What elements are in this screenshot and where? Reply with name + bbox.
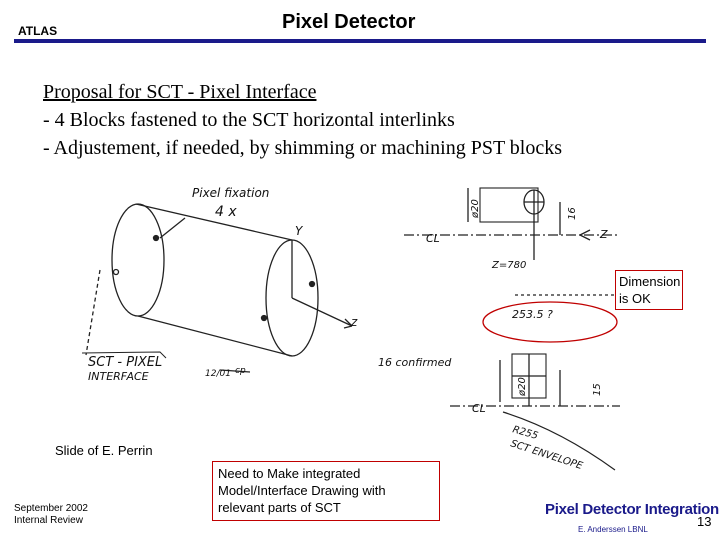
z780-label: Z=780 [492, 260, 527, 271]
title-rule [14, 39, 706, 43]
drawing-note-callout: Need to Make integrated Model/Interface Drawing with relevant parts of SCT [212, 461, 440, 521]
footer-author: E. Anderssen LBNL [578, 525, 648, 534]
r255-label: R255 [511, 424, 540, 443]
proposal-heading: Proposal for SCT - Pixel Interface [43, 81, 317, 103]
confirmed-label: 16 confirmed [378, 356, 452, 369]
footer-date-text: September 2002 [14, 503, 88, 514]
sct-pixel-label: SCT - PIXEL [88, 355, 163, 370]
dim15-label: 15 [592, 383, 603, 396]
sct-envelope-label: SCT ENVELOPE [509, 438, 584, 473]
z-axis-label: z [351, 315, 358, 329]
page-number: 13 [697, 514, 712, 529]
cl-top-label: CL [426, 232, 440, 245]
r253-label: 253.5 ? [512, 308, 553, 321]
initials-mark: cp [235, 366, 246, 376]
cylinder-left-end [112, 204, 164, 316]
org-label: ATLAS [18, 24, 58, 38]
interface-label: INTERFACE [88, 370, 149, 383]
footer-brand: Pixel Detector Integration [545, 501, 719, 518]
fixation-label: Pixel fixation [192, 186, 270, 200]
bullet-adjustment: - Adjustement, if needed, by shimming or machining PST blocks [43, 137, 563, 159]
interface-sketch [60, 180, 620, 480]
z-axis-line [292, 298, 352, 326]
slide-credit: Slide of E. Perrin [55, 443, 153, 458]
dia20-top-label: ø20 [470, 199, 481, 218]
z-right-label: Z [600, 228, 608, 241]
bullet-blocks: - 4 Blocks fastened to the SCT horizontal interlinks [43, 109, 455, 131]
date-mark: 12/01 [205, 369, 231, 379]
dia20-bottom-label: ø20 [517, 377, 528, 396]
footer-date [14, 503, 88, 527]
dimension-callout: Dimension is OK [615, 270, 683, 310]
slide-title: Pixel Detector [282, 11, 416, 33]
y-axis-label: Y [295, 224, 303, 238]
dim16-label: 16 [567, 207, 578, 220]
footer-event-text: Internal Review [14, 515, 83, 526]
cl-bottom-label: CL [472, 402, 486, 415]
count-label: 4 x [215, 204, 237, 220]
